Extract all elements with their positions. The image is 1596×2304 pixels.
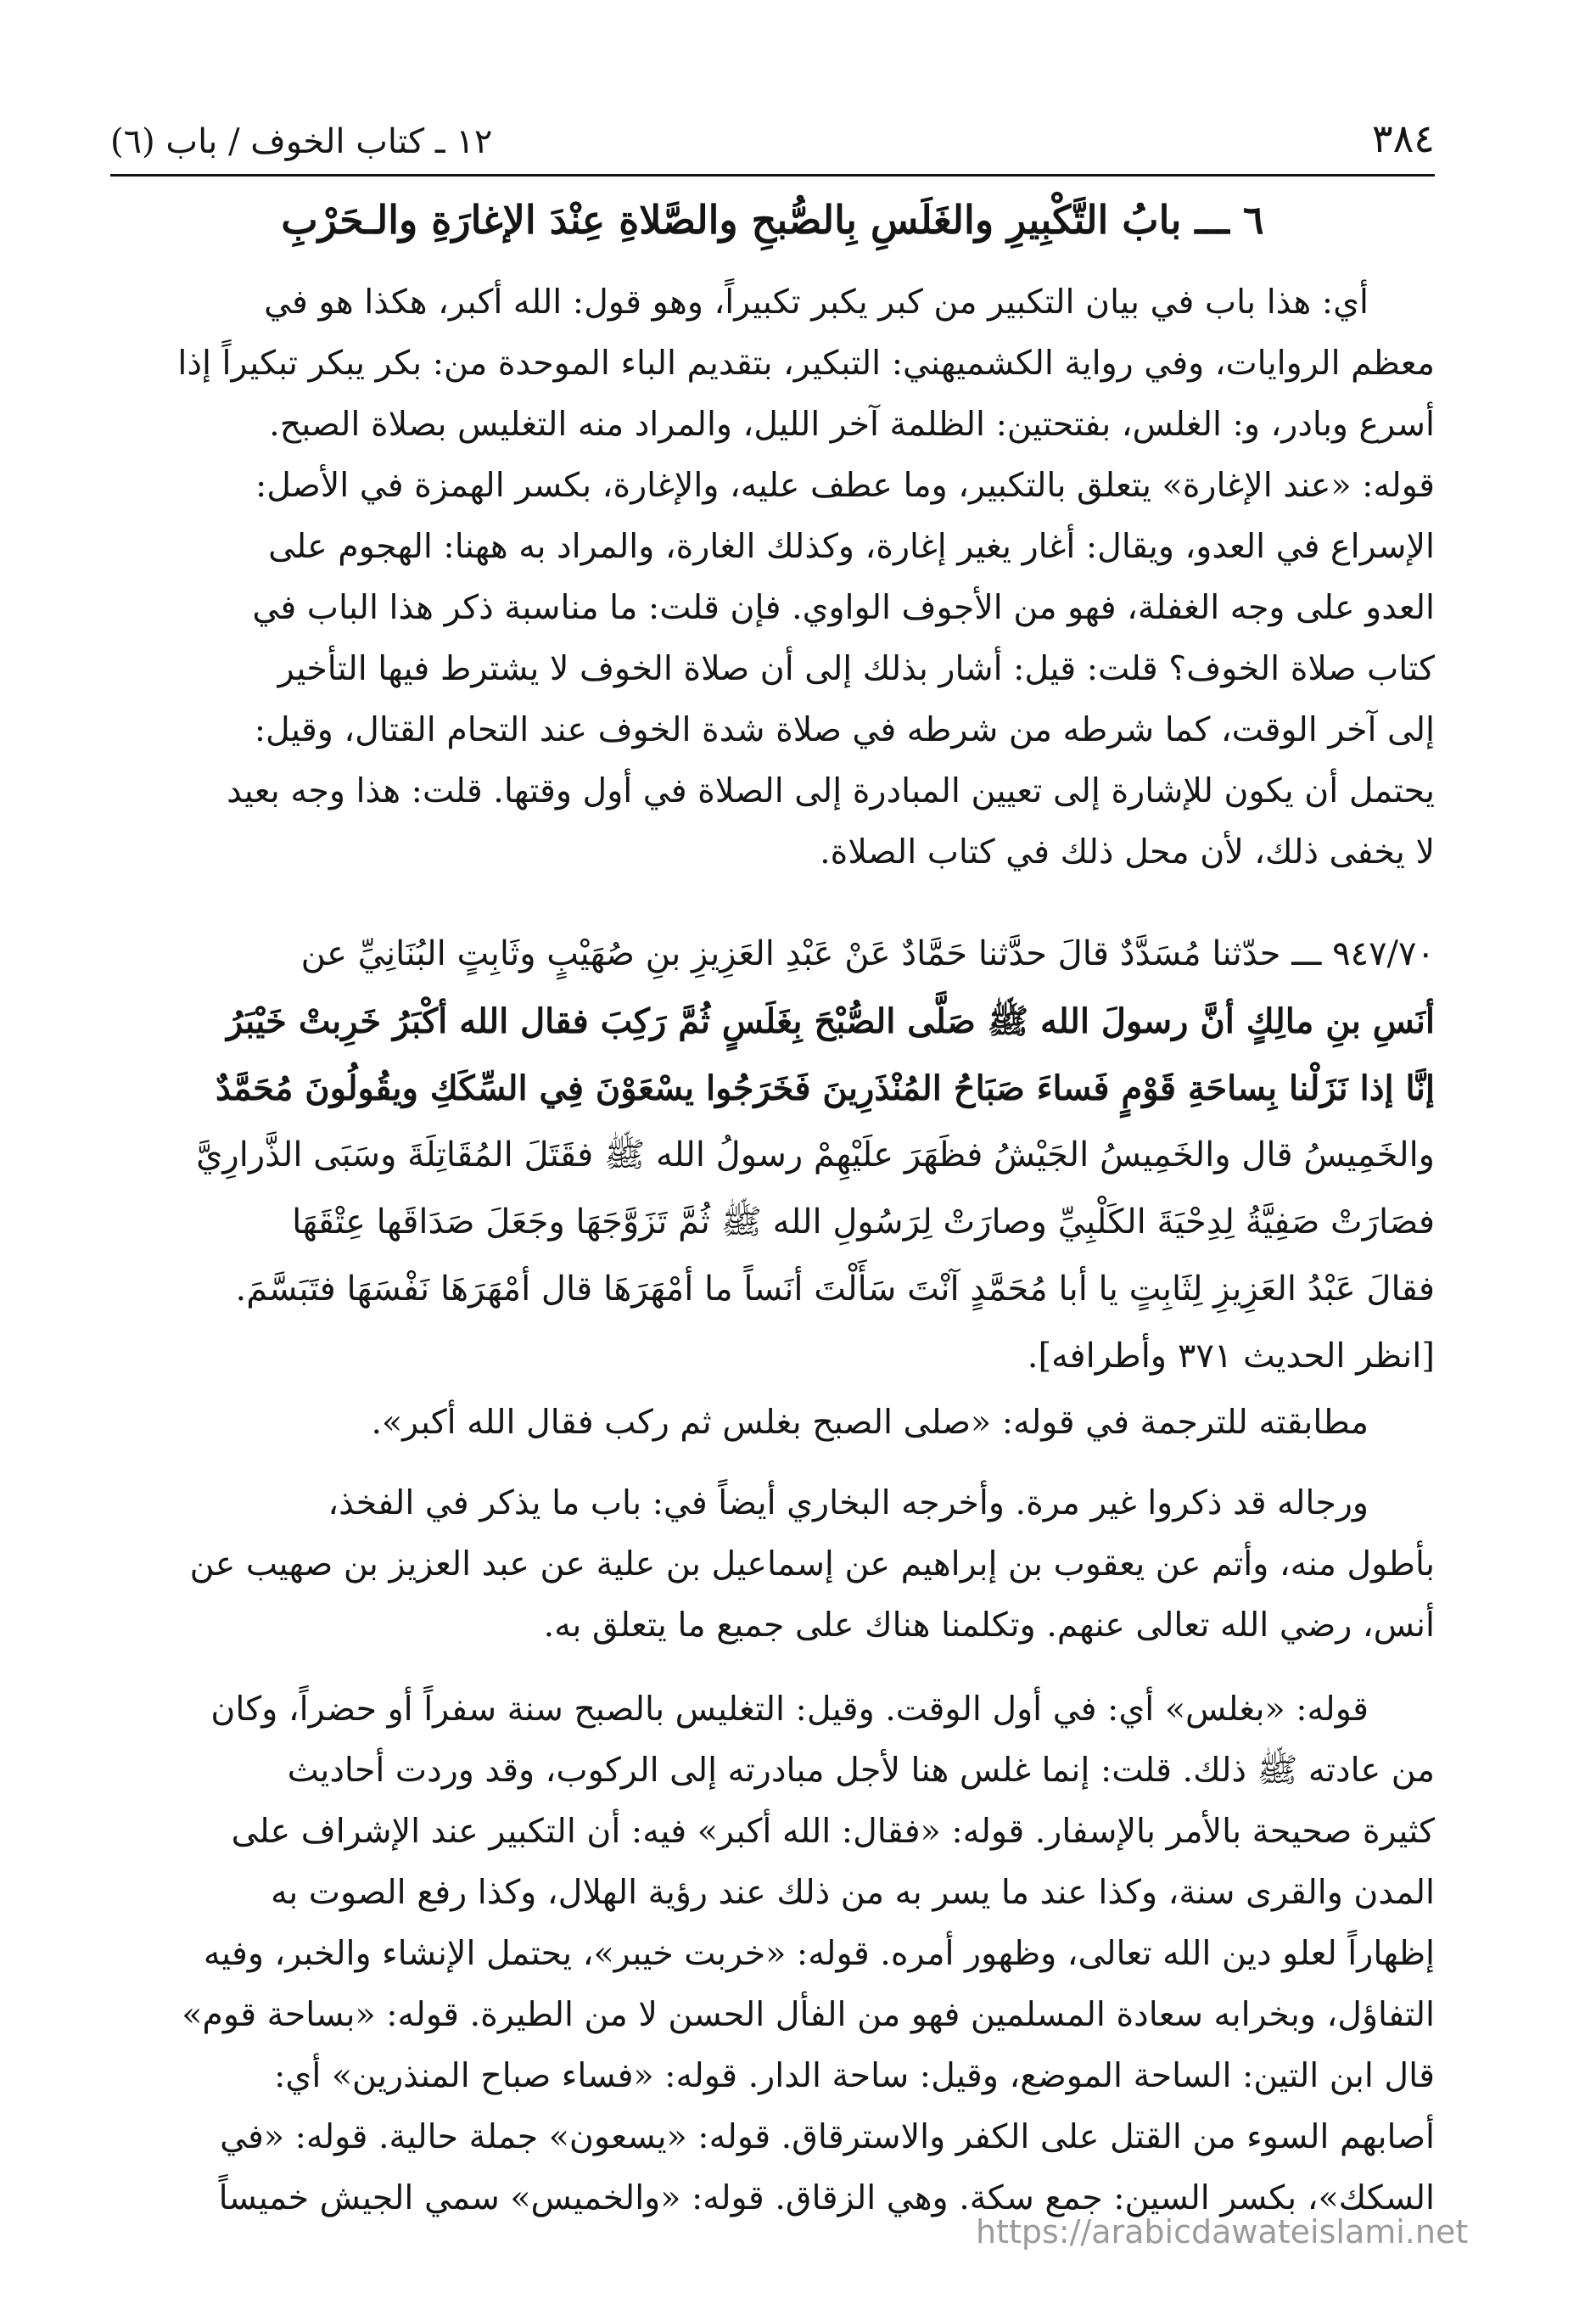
text-line: معظم الروايات، وفي رواية الكشميهني: التبكير، بتقديم الباء الموحدة من: بكر يبكر تبكيراً إذا [177,344,1435,383]
text-line: التفاؤل، وبخرابه سعادة المسلمين فهو من الفأل الحسن لا من الطيرة. قوله: «بساحة قوم» [182,1995,1435,2034]
text-line: كثيرة صحيحة بالأمر بالإسفار. قوله: «فقال: الله أكبر» فيه: أن التكبير عند الإشراف على [231,1812,1435,1851]
text-line: قوله: «بغلس» أي: في أول الوقت. وقيل: التغليس بالصبح سنة سفراً أو حضراً، وكان [210,1690,1369,1729]
text-line: يحتمل أن يكون للإشارة إلى تعيين المبادرة إلى الصلاة في أول وقتها. قلت: هذا وجه بعيد [227,771,1435,810]
running-head: ١٢ ـ كتاب الخوف / باب (٦) [110,122,493,161]
text-line: ورجاله قد ذكروا غير مرة. وأخرجه البخاري أيضاً في: باب ما يذكر في الفخذ، [328,1483,1369,1522]
text-line: أنس، رضي الله تعالى عنهم. وتكلمنا هناك على جميع ما يتعلق به. [543,1606,1435,1645]
text-line: أي: هذا باب في بيان التكبير من كبر يكبر تكبيراً، وهو قول: الله أكبر، هكذا هو في [264,283,1369,322]
hadith-line: فصَارَتْ صَفِيَّةُ لِدِحْيَةَ الكَلْبِيِّ وصارَتْ لِرَسُولِ الله ﷺ ثُمَّ تَزَوَّجَهَا وجَعَلَ صَدَاقَها عِتْقَهَا [292,1202,1435,1242]
text-line: الإسراع في العدو، ويقال: أغار يغير إغارة، وكذلك الغارة، والمراد به ههنا: الهجوم على [268,527,1435,566]
page-number: ٣٨٤ [1371,115,1435,161]
commentary-intro [110,272,1435,883]
text-line: مطابقته للترجمة في قوله: «صلى الصبح بغلس ثم ركب فقال الله أكبر». [371,1403,1369,1442]
text-line: قوله: «عند الإغارة» يتعلق بالتكبير، وما عطف عليه، والإغارة، بكسر الهمزة في الأصل: [255,466,1435,505]
cross-reference: [انظر الحديث ٣٧١ وأطرافه]. [1027,1337,1435,1376]
text-line: أصابهم السوء من القتل على الكفر والاسترقاق. قوله: «يسعون» جملة حالية. قوله: «في [220,2117,1435,2156]
text-line: إلى آخر الوقت، كما شرطه من شرطه في صلاة شدة الخوف عند التحام القتال، وقيل: [254,710,1435,749]
header-rule [110,174,1435,177]
text-line: إظهاراً لعلو دين الله تعالى، وظهور أمره. قوله: «خربت خيبر»، يحتمل الإنشاء والخبر، وفيه [203,1934,1435,1973]
page-header [110,110,1435,161]
text-line: كتاب صلاة الخوف؟ قلت: قيل: أشار بذلك إلى أن صلاة الخوف لا يشترط فيها التأخير [277,649,1435,688]
commentary-explanation [110,1679,1435,2228]
hadith-line: والخَمِيسُ قال والخَمِيسُ الجَيْشُ فظَهَرَ علَيْهِمْ رسولُ الله ﷺ فقَتَلَ المُقَاتِلَةَ وسَبَى الذَّرارِيَّ [196,1135,1435,1174]
text-line: قال ابن التين: الساحة الموضع، وقيل: ساحة الدار. قوله: «فساء صباح المنذرين» أي: [274,2056,1435,2095]
hadith-line: فقالَ عَبْدُ العَزِيزِ لِثَابِتٍ يا أبا مُحَمَّدٍ آنْتَ سَأَلْتَ أنَساً ما أمْهَرَهَا قال أمْهَرَهَا نَفْسَهَا فتَبَسَّمَ. [235,1270,1435,1309]
hadith-line: إنَّا إذا نَزَلْنا بِساحَةِ قَوْمٍ فَساءَ صَبَاحُ المُنْذَرِينَ فَخَرَجُوا يسْعَوْنَ فِي السِّكَكِ ويقُولُونَ مُحَمَّدٌ [216,1068,1435,1108]
text-line: من عادته ﷺ ذلك. قلت: إنما غلس هنا لأجل مبادرته إلى الركوب، وقد وردت أحاديث [287,1751,1435,1790]
commentary-narrators [110,1472,1435,1656]
watermark-url: https://arabicdawateislami.net [976,2213,1469,2251]
text-line: المدن والقرى سنة، وكذا عند ما يسر به من ذلك عند رؤية الهلال، وكذا رفع الصوت به [271,1873,1435,1912]
hadith-text [110,921,1435,1390]
text-line: أسرع وبادر، و: الغلس، بفتحتين: الظلمة آخر الليل، والمراد منه التغليس بصلاة الصبح. [269,405,1435,444]
text-line: بأطول منه، وأتم عن يعقوب بن إبراهيم عن إسماعيل بن علية عن عبد العزيز بن صهيب عن [189,1544,1435,1584]
commentary-matching [110,1392,1435,1453]
text-line: لا يخفى ذلك، لأن محل ذلك في كتاب الصلاة. [820,832,1435,872]
text-line: العدو على وجه الغفلة، فهو من الأجوف الواوي. فإن قلت: ما مناسبة ذكر هذا الباب في [252,588,1435,627]
hadith-line: ٩٤٧/٧٠ ـــ حدّثنا مُسَدَّدٌ قالَ حدَّثنا حَمَّادٌ عَنْ عَبْدِ العَزِيزِ بنِ صُهَيْبٍ وثَابِتٍ البُنَانِيِّ عن [300,934,1435,973]
text-line: السكك»، بكسر السين: جمع سكة. وهي الزقاق. قوله: «والخميس» سمي الجيش خميساً [218,2178,1435,2217]
hadith-line: أنَسِ بنِ مالِكٍ أنَّ رسولَ الله ﷺ صَلَّى الصُّبْحَ بِغَلَسٍ ثُمَّ رَكِبَ فقال الله أكْبَرُ خَرِبتْ خَيْبَرُ [226,1001,1435,1041]
chapter-title: ٦ ـــ بابُ التَّكْبِيرِ والغَلَسِ بِالصُّبحِ والصَّلاةِ عِنْدَ الإغارَةِ والـحَرْبِ [281,197,1264,243]
